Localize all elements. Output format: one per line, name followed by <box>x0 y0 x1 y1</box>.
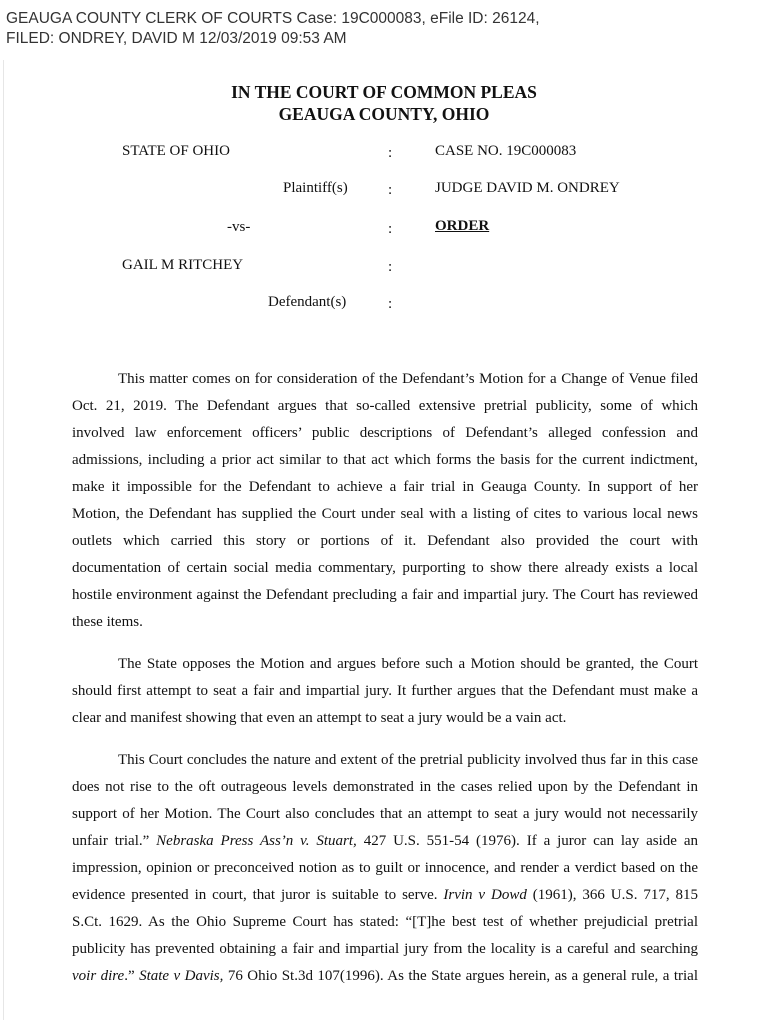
text-run: 427 U.S. 551-54 (1976). If a juror can lay aside an <box>356 833 698 849</box>
caption-colon: : <box>388 296 393 312</box>
case-citation: State v Davis, <box>139 968 224 984</box>
order-body <box>72 366 698 990</box>
efile-stamp-line2: FILED: ONDREY, DAVID M 12/03/2019 09:53 AM <box>6 30 347 47</box>
defendant-name: GAIL M RITCHEY <box>122 257 244 273</box>
paragraph-line: This matter comes on for consideration of the Defendant’s Motion for a Change of Venue filed <box>118 371 698 387</box>
efile-stamp <box>6 9 540 49</box>
paragraph-line: Oct. 21, 2019. The Defendant argues that so-called extensive pretrial publicity, some of which <box>72 398 698 414</box>
paragraph-line <box>72 828 698 855</box>
case-citation: Nebraska Press Ass’n v. Stuart, <box>156 833 357 849</box>
caption-colon: : <box>388 259 393 275</box>
paragraph-line: publicity has prevented obtaining a fair and impartial jury from the locality is a careful and searching <box>72 941 698 957</box>
paragraph-line: The State opposes the Motion and argues before such a Motion should be granted, the Court <box>118 656 698 672</box>
plaintiff-name: STATE OF OHIO <box>122 143 230 159</box>
paragraph-line: hostile environment against the Defendant precluding a fair and impartial jury. The Court has reviewed <box>72 587 698 603</box>
text-run: unfair trial.” <box>72 833 157 849</box>
text-run: evidence presented in court, that juror is suitable to serve. <box>72 887 444 903</box>
court-title-line1: IN THE COURT OF COMMON PLEAS <box>231 82 537 102</box>
paragraph-line: This Court concludes the nature and extent of the pretrial publicity involved thus far in this case <box>118 752 698 768</box>
paragraph-3 <box>72 747 698 990</box>
court-title <box>0 81 768 125</box>
paragraph-2 <box>72 651 698 732</box>
paragraph-1 <box>72 366 698 636</box>
paragraph-line: make it impossible for the Defendant to achieve a fair trial in Geauga County. In support of her <box>72 479 698 495</box>
paragraph-line: clear and manifest showing that even an attempt to seat a jury would be a vain act. <box>72 710 567 726</box>
case-number: CASE NO. 19C000083 <box>435 143 577 159</box>
caption-colon: : <box>388 145 393 161</box>
paragraph-line: documentation of certain social media commentary, purporting to show there already exists a local <box>72 560 698 576</box>
text-run: .” <box>124 968 140 984</box>
text-run: 76 Ohio St.3d 107(1996). As the State argues herein, as a general rule, a trial <box>223 968 698 984</box>
efile-stamp-line1: GEAUGA COUNTY CLERK OF COURTS Case: 19C000083, eFile ID: 26124, <box>6 10 540 27</box>
paragraph-line: S.Ct. 1629. As the Ohio Supreme Court has stated: “[T]he best test of whether prejudicial pretrial <box>72 914 698 930</box>
paragraph-line <box>72 882 698 909</box>
caption-colon: : <box>388 182 393 198</box>
paragraph-line: admissions, including a prior act similar to that act which forms the basis for the current indictment, <box>72 452 698 468</box>
caption-colon: : <box>388 221 393 237</box>
paragraph-line: involved law enforcement officers’ public descriptions of Defendant’s alleged confession and <box>72 425 698 441</box>
versus-label: -vs- <box>227 219 251 235</box>
paragraph-line: outlets which carried this story or portions of it. Defendant also provided the court with <box>72 533 698 549</box>
paragraph-line: support of her Motion. The Court also concludes that an attempt to seat a jury would not necessarily <box>72 806 698 822</box>
page-edge-shadow <box>3 60 4 1020</box>
defendant-role: Defendant(s) <box>268 294 347 310</box>
paragraph-line: impression, opinion or preconceived notion as to guilt or innocence, and render a verdict based on the <box>72 860 698 876</box>
paragraph-line <box>72 963 698 990</box>
plaintiff-role: Plaintiff(s) <box>283 180 348 196</box>
document-type: ORDER <box>435 218 490 234</box>
case-citation: voir dire <box>72 968 125 984</box>
judge-name: JUDGE DAVID M. ONDREY <box>435 180 620 196</box>
paragraph-line: does not rise to the oft outrageous levels demonstrated in the cases relied upon by the Defendant in <box>72 779 698 795</box>
paragraph-line: should first attempt to seat a fair and impartial jury. It further argues that the Defendant must make a <box>72 683 698 699</box>
court-title-line2: GEAUGA COUNTY, OHIO <box>278 104 490 124</box>
text-run: (1961), 366 U.S. 717, 815 <box>526 887 698 903</box>
paragraph-line: Motion, the Defendant has supplied the Court under seal with a listing of cites to various local news <box>72 506 698 522</box>
paragraph-line: these items. <box>72 614 143 630</box>
case-citation: Irvin v Dowd <box>443 887 527 903</box>
